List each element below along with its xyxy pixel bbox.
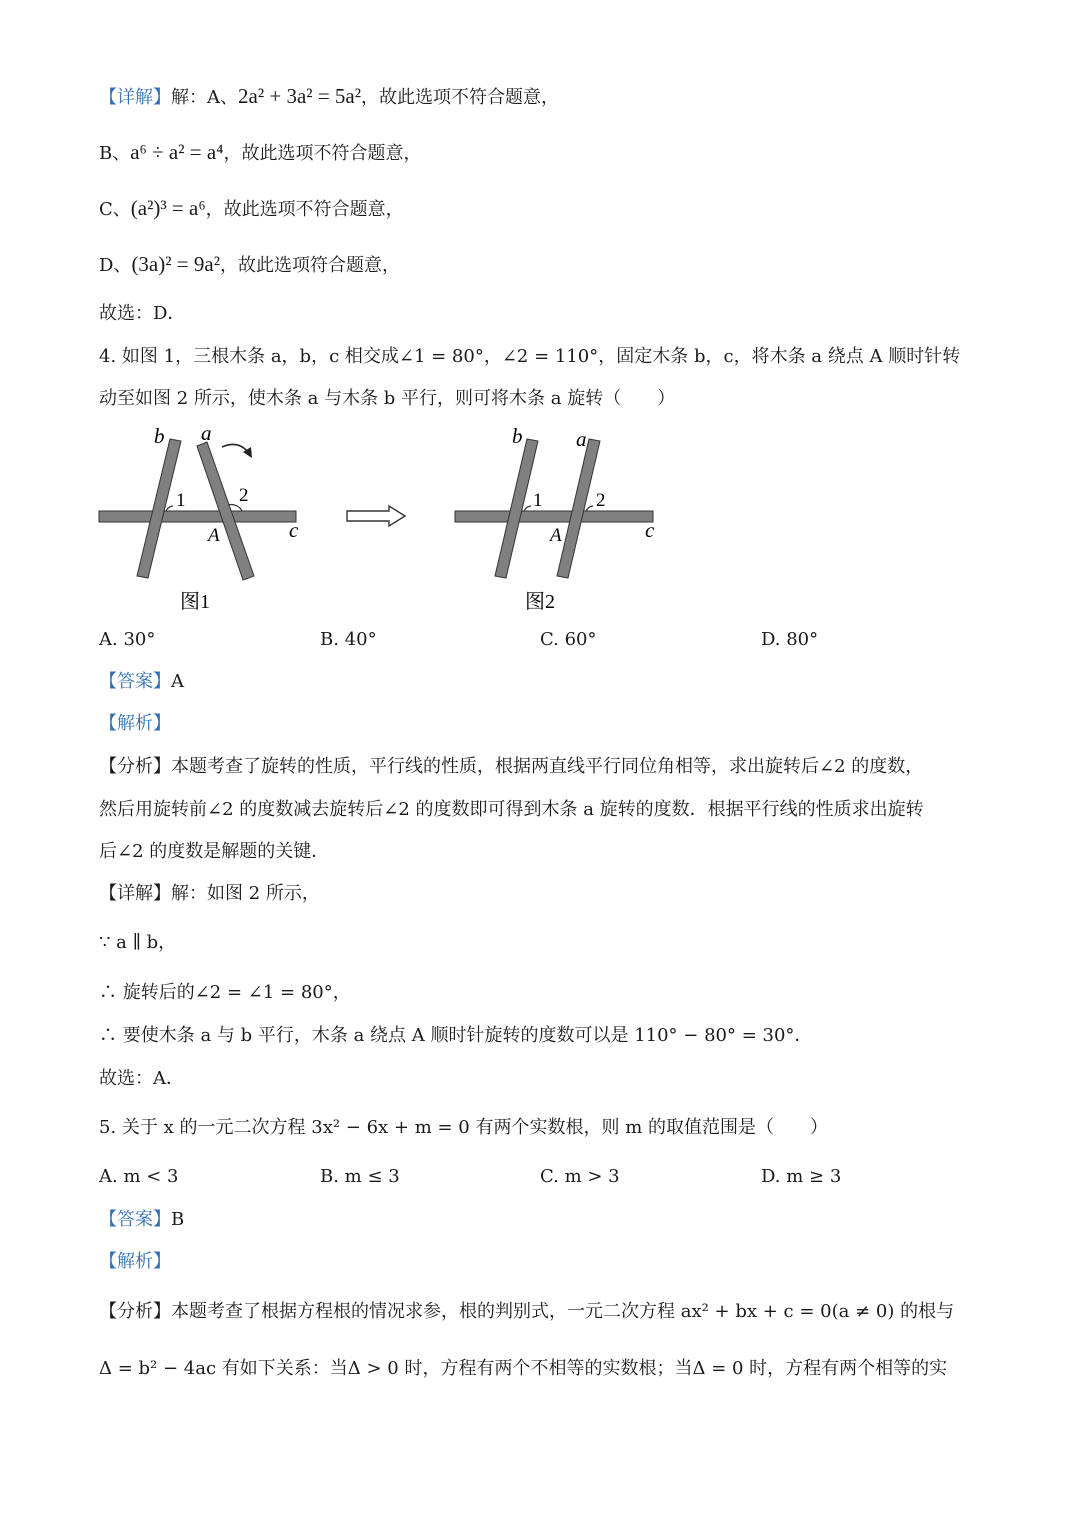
fig2-label-2: 2 (596, 490, 606, 511)
option-d-head: D、 (99, 255, 132, 276)
fig1-label-a: a (201, 421, 212, 445)
q4-figures (0, 415, 700, 615)
option-d-math: (3a)² = 9a² (131, 252, 221, 276)
option-c-math: (a²)³ = a⁶ (130, 196, 206, 220)
q4-option-b: B. 40° (320, 629, 377, 650)
option-b-math: a⁶ ÷ a² = a⁴ (130, 140, 224, 164)
q4-fenxi-line2: 然后用旋转前∠2 的度数减去旋转后∠2 的度数即可得到木条 a 旋转的度数．根据平行线的性质求出旋转 (99, 799, 924, 820)
q5-fenxi-line2: Δ = b² − 4ac 有如下关系：当Δ > 0 时，方程有两个不相等的实数根；当Δ = 0 时，方程有两个相等的实 (99, 1358, 948, 1379)
q4-stem-line1 (99, 343, 960, 371)
q4-detail-line1 (99, 880, 320, 908)
q4-analysis-tag: 【解析】 (99, 713, 171, 734)
q5-fenxi-text1: 本题考查了根据方程根的情况求参，根的判别式，一元二次方程 ax² + bx + c = 0(a ≠ 0) 的根与 (171, 1301, 955, 1322)
fig1-label-A: A (208, 525, 220, 546)
fig2-label-1: 1 (533, 490, 543, 511)
fig1-label-1: 1 (176, 490, 186, 511)
detail-tag: 【详解】 (99, 87, 171, 108)
detail-conclusion: 故选：D． (99, 303, 186, 324)
option-c-tail: ，故此选项不符合题意， (205, 199, 404, 220)
fig2-label-c: c (645, 518, 655, 542)
figure-1 (99, 421, 299, 613)
option-b-tail: ，故此选项不符合题意， (223, 143, 422, 164)
q5-stem (99, 1114, 828, 1142)
q4-stem-line2: 动至如图 2 所示，使木条 a 与木条 b 平行，则可将木条 a 旋转（ ） (99, 388, 676, 409)
fig1-label-c: c (289, 518, 299, 542)
q4-option-d: D. 80° (761, 629, 819, 650)
q4-fenxi-text1: 本题考查了旋转的性质，平行线的性质，根据两直线平行同位角相等，求出旋转后∠2 的度数， (171, 756, 924, 777)
q4-detail-line4: ∴ 要使木条 a 与 b 平行，木条 a 绕点 A 顺时针旋转的度数可以是 110° − 80° = 30°． (99, 1025, 813, 1046)
q5-option-d: D. m ≥ 3 (761, 1166, 842, 1187)
fig1-label-b: b (154, 424, 165, 448)
q4-option-a: A. 30° (99, 629, 156, 650)
q5-analysis-tag: 【解析】 (99, 1251, 171, 1272)
q4-fenxi-line1 (99, 753, 923, 781)
q4-conclusion: 故选：A． (99, 1068, 184, 1089)
q5-fenxi-line1 (99, 1298, 954, 1326)
fig2-bar-c (455, 511, 653, 522)
q4-stem-text1: 如图 1，三根木条 a，b，c 相交成∠1 = 80°，∠2 = 110°，固定木条 b，c，将木条 a 绕点 A 顺时针转 (121, 346, 961, 367)
fig1-label-2: 2 (239, 485, 249, 506)
q4-answer-value: A (171, 671, 184, 692)
q5-option-a: A. m < 3 (99, 1166, 179, 1187)
fig1-bar-c (99, 511, 296, 522)
detail-line-d (99, 250, 400, 280)
q5-analysis-heading (99, 1248, 171, 1276)
fig2-angle1-arc (524, 506, 531, 511)
fig1-bar-b (137, 439, 181, 578)
q4-analysis-heading (99, 710, 171, 738)
q4-option-c: C. 60° (540, 629, 597, 650)
q5-fenxi-tag: 【分析】 (99, 1301, 171, 1322)
fig2-label-A: A (550, 525, 562, 546)
fig2-angle2-arc (586, 506, 593, 511)
fig2-label-a: a (576, 427, 587, 451)
q4-answer (99, 668, 184, 696)
q5-answer-value: B (171, 1209, 185, 1230)
option-d-tail: ，故此选项符合题意， (220, 255, 401, 276)
fig1-caption: 图1 (180, 591, 210, 613)
detail-line-a (99, 82, 559, 112)
q5-option-b: B. m ≤ 3 (320, 1166, 400, 1187)
q4-detail-tag: 【详解】 (99, 883, 171, 904)
option-c-head: C、 (99, 199, 131, 220)
detail-line-c (99, 194, 404, 224)
q5-stem-text: 关于 x 的一元二次方程 3x² − 6x + m = 0 有两个实数根，则 m 的取值范围是（ ） (121, 1117, 828, 1138)
q4-detail-line3: ∴ 旋转后的∠2 = ∠1 = 80°， (99, 982, 351, 1003)
option-b-head: B、 (99, 143, 131, 164)
fig2-caption: 图2 (525, 591, 555, 613)
q5-answer (99, 1206, 184, 1234)
fig2-label-b: b (512, 424, 523, 448)
q5-answer-tag: 【答案】 (99, 1209, 171, 1230)
q4-number: 4. (99, 346, 117, 367)
q4-answer-tag: 【答案】 (99, 671, 171, 692)
q4-detail-text1: 解：如图 2 所示， (171, 883, 320, 904)
detail-intro: 解：A、 (171, 87, 238, 108)
q5-option-c: C. m > 3 (540, 1166, 620, 1187)
q5-number: 5. (99, 1117, 117, 1138)
q4-detail-line2: ∵ a ∥ b， (99, 932, 177, 953)
q4-fenxi-tag: 【分析】 (99, 756, 171, 777)
fig1-angle1-arc (166, 506, 173, 511)
fig1-rotation-arrow (222, 444, 248, 452)
figure-2 (455, 424, 655, 613)
fig2-bar-a (557, 439, 600, 578)
option-a-tail: ，故此选项不符合题意， (361, 87, 560, 108)
fig2-bar-b (495, 439, 538, 578)
detail-line-b (99, 138, 422, 168)
transform-arrow (347, 506, 405, 526)
option-a-math: 2a² + 3a² = 5a² (238, 84, 362, 108)
q4-fenxi-line3: 后∠2 的度数是解题的关键． (99, 841, 330, 862)
